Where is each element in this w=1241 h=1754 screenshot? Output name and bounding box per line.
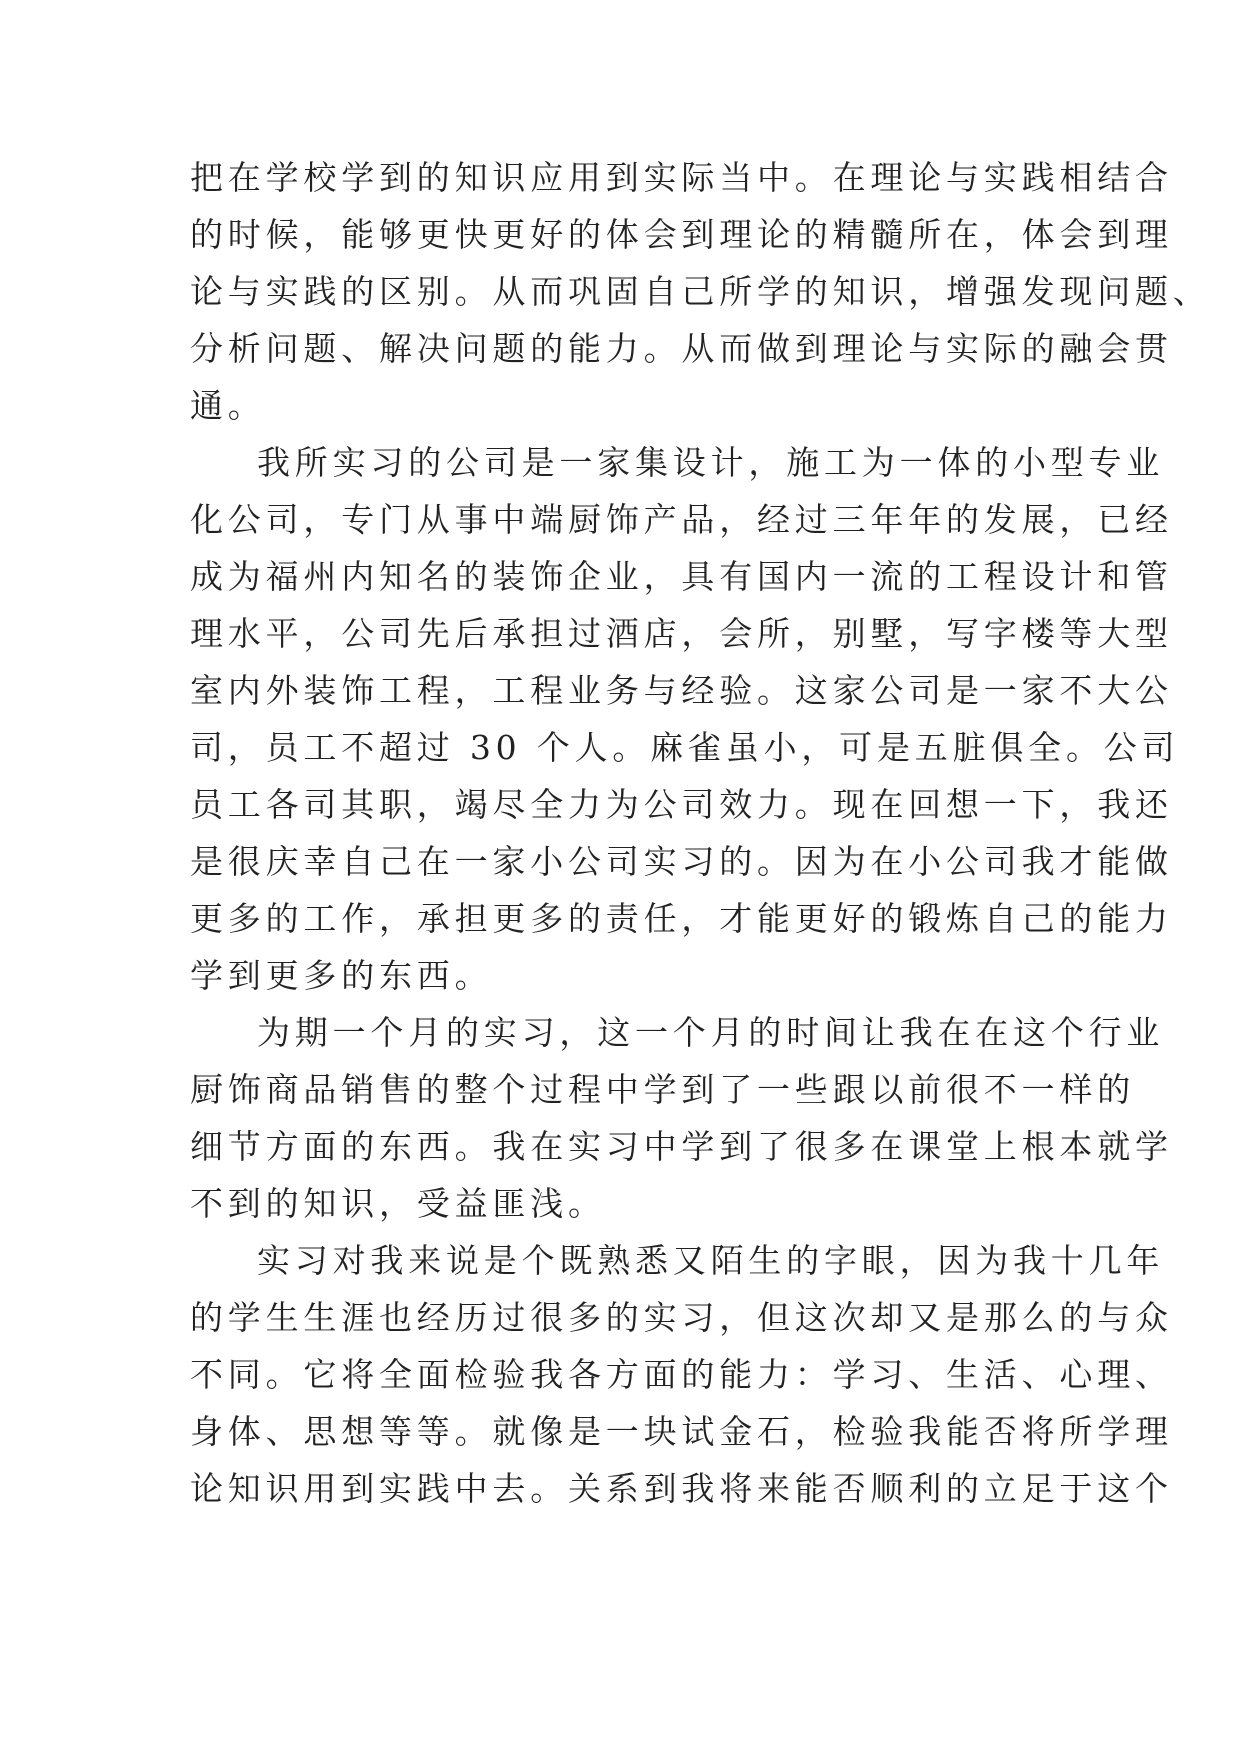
text-line: 不到的知识，受益匪浅。 (190, 1184, 606, 1223)
text-line: 化公司，专门从事中端厨饰产品，经过三年年的发展，已经 (190, 500, 1173, 539)
text-line: 理水平，公司先后承担过酒店，会所，别墅，写字楼等大型 (190, 614, 1173, 653)
text-line: 把在学校学到的知识应用到实际当中。在理论与实践相结合 (190, 158, 1173, 197)
text-line: 室内外装饰工程，工程业务与经验。这家公司是一家不大公 (190, 671, 1173, 710)
document-body (190, 149, 1211, 1517)
paragraph-2 (190, 434, 1180, 1004)
text-line: 成为福州内知名的装饰企业，具有国内一流的工程设计和管 (190, 557, 1173, 596)
text-line: 实习对我来说是个既熟悉又陌生的字眼，因为我十几年 (257, 1241, 1165, 1280)
text-line: 更多的工作，承担更多的责任，才能更好的锻炼自己的能力 (190, 899, 1173, 938)
text-line: 厨饰商品销售的整个过程中学到了一些跟以前很不一样的 (190, 1070, 1135, 1109)
text-line: 不同。它将全面检验我各方面的能力：学习、生活、心理、 (190, 1355, 1173, 1394)
paragraph-1 (190, 149, 1211, 434)
text-line: 论与实践的区别。从而巩固自己所学的知识，增强发现问题、 (190, 272, 1211, 311)
text-line: 论知识用到实践中去。关系到我将来能否顺利的立足于这个 (190, 1469, 1173, 1508)
text-line: 通。 (190, 386, 266, 425)
text-line: 分析问题、解决问题的能力。从而做到理论与实际的融会贯 (190, 329, 1173, 368)
text-line: 学到更多的东西。 (190, 956, 493, 995)
paragraph-3 (190, 1004, 1173, 1232)
text-line: 是很庆幸自己在一家小公司实习的。因为在小公司我才能做 (190, 842, 1173, 881)
text-line: 司，员工不超过 30 个人。麻雀虽小，可是五脏俱全。公司 (190, 728, 1180, 767)
text-line: 细节方面的东西。我在实习中学到了很多在课堂上根本就学 (190, 1127, 1173, 1166)
text-line: 为期一个月的实习，这一个月的时间让我在在这个行业 (257, 1013, 1165, 1052)
paragraph-4 (190, 1232, 1173, 1517)
text-line: 的时候，能够更快更好的体会到理论的精髓所在，体会到理 (190, 215, 1173, 254)
text-line: 员工各司其职，竭尽全力为公司效力。现在回想一下，我还 (190, 785, 1173, 824)
text-line: 我所实习的公司是一家集设计，施工为一体的小型专业 (257, 443, 1165, 482)
text-line: 身体、思想等等。就像是一块试金石，检验我能否将所学理 (190, 1412, 1173, 1451)
text-line: 的学生生涯也经历过很多的实习，但这次却又是那么的与众 (190, 1298, 1173, 1337)
